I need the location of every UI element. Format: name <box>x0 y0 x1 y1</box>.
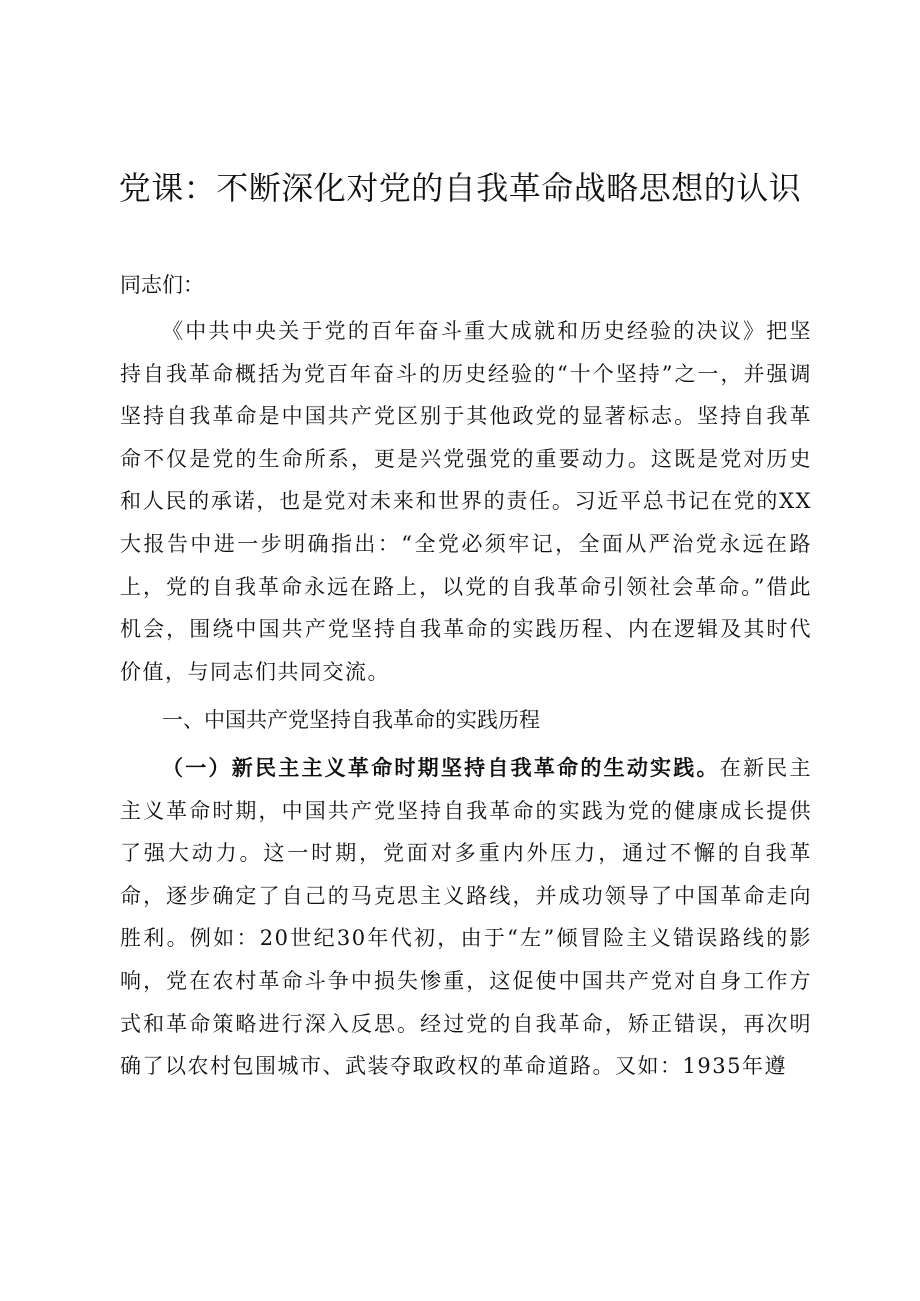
document-title: 党课：不断深化对党的自我革命战略思想的认识 <box>118 169 802 207</box>
subsection-paragraph-1 <box>120 747 812 1088</box>
section-heading-1: 一、中国共产党坚持自我革命的实践历程 <box>162 708 540 732</box>
subsection-lead-1: （一）新民主主义革命时期坚持自我革命的生动实践。 <box>162 755 720 780</box>
subsection-body-1: 在新民主主义革命时期，中国共产党坚持自我革命的实践为党的健康成长提供了强大动力。这一时期，党面对多重内外压力，通过不懈的自我革命，逐步确定了自己的马克思主义路线，并成功领导了中国革命走向胜利。例如：20世纪30年代初，由于“左”倾冒险主义错误路线的影响，党在农村革命斗争中损失惨重，这促使中国共产党对自身工作方式和革命策略进行深入反思。经过党的自我革命，矫正错误，再次明确了以农村包围城市、武装夺取政权的革命道路。又如：1935年遵 <box>120 756 813 1079</box>
intro-paragraph: 《中共中央关于党的百年奋斗重大成就和历史经验的决议》把坚持自我革命概括为党百年奋斗的历史经验的“十个坚持”之一，并强调坚持自我革命是中国共产党区别于其他政党的显著标志。坚持自我革命不仅是党的生命所系，更是兴党强党的重要动力。这既是党对历史和人民的承诺，也是党对未来和世界的责任。习近平总书记在党的XX大报告中进一步明确指出：“全党必须牢记，全面从严治党永远在路上，党的自我革命永远在路上，以党的自我革命引领社会革命。”借此机会，围绕中国共产党坚持自我革命的实践历程、内在逻辑及其时代价值，与同志们共同交流。 <box>120 319 812 684</box>
salutation: 同志们： <box>120 273 204 297</box>
